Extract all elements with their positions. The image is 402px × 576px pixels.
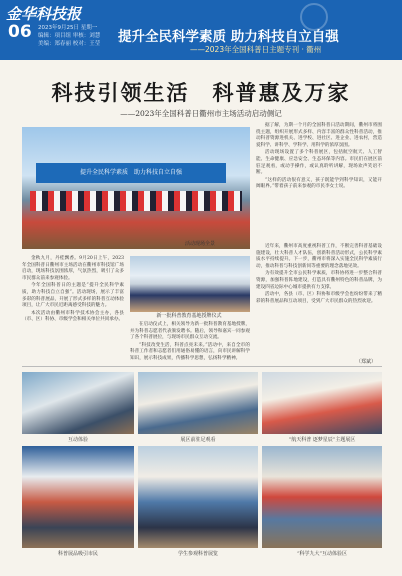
- paragraph: 据了解，为期一个月的全国科普日活动期间，衢州市将围绕主题，组织开展形式多样、内容丰富的群众性科普活动，推动科普资源进机关、进学校、进社区、进企业、进农村，营造爱科学、讲科学、学科学、用科学的浓厚氛围。: [256, 123, 382, 148]
- paragraph: 在启动仪式上，相关领导为新一批科普教育基地授牌，并为科普志愿者代表颁发聘书。随后，领导和嘉宾一同参观了各个科普展位，与现场市民群众互动交流。: [130, 322, 250, 341]
- photo-space-exhibit: [262, 372, 382, 434]
- paragraph: 活动中，各县（市、区）科协和市级学会也纷纷带来了精彩的科普展品和互动项目，受到广大市民群众的热烈欢迎。: [256, 292, 382, 304]
- text-column-1: [22, 256, 124, 356]
- caption-ceremony: 新一批科普教育基地授牌仪式: [156, 313, 222, 319]
- paragraph: 近年来，衢州市高度重视科普工作，不断完善科普基础设施建设，壮大科普人才队伍，创新科普活动形式，公民科学素质水平持续提升。下一步，衢州市将深入实施全民科学素质行动，推动科普与科技创新同等重要的理念落地见效。: [256, 244, 382, 269]
- meta-line: 2023年9月25日 星期一: [38, 25, 98, 31]
- page-number: 06: [8, 22, 32, 42]
- header-theme: ——2023年全国科普日主题专刊 · 衢州: [190, 45, 322, 54]
- text-column-3: [256, 123, 382, 239]
- ceremony-photo: [130, 256, 250, 312]
- article-subhead: ——2023年全国科普日衢州市主场活动启动侧记: [120, 109, 282, 118]
- photo-interactive: [22, 372, 134, 434]
- photo-exhibits: [22, 446, 134, 548]
- divider: [22, 366, 382, 367]
- caption-photo-3: “航天科普 逐梦星辰”主题展区: [288, 437, 356, 443]
- caption-photo-5: 学生参观科普展览: [177, 551, 218, 557]
- stage-banner: 提升全民科学素质 助力科技自立自强: [36, 163, 226, 183]
- article-headline: 科技引领生活 科普惠及万家: [51, 81, 351, 105]
- paragraph: 今年全国科普日的主题是“提升全民科学素质，助力科技自立自强”。活动现场，展示了丰富多彩的科普展品，开展了形式多样的科普互动体验项目，让广大市民近距离感受科技的魅力。: [22, 283, 124, 309]
- main-photo: [22, 127, 250, 249]
- photo-students: [138, 446, 258, 548]
- header-slogan: 提升全民科学素质 助力科技自立自强: [118, 29, 339, 45]
- crowd-shape: [30, 191, 242, 211]
- photo-experience-zone: [262, 446, 382, 548]
- paragraph: “这样的活动很有意义，孩子既能学到科学知识，又能开阔眼界。”带着孩子前来参观的市民李女士说。: [256, 177, 382, 190]
- text-column-2: [130, 322, 250, 361]
- caption-photo-2: 展区前驻足观看: [180, 437, 216, 443]
- article-credit: （郑斌）: [356, 359, 377, 365]
- caption-photo-1: 互动体验: [67, 437, 88, 443]
- page-header: [0, 0, 402, 60]
- paragraph: 金秋九月，丹桂飘香。9月20日上午，2023年全国科普日衢州市主场活动在衢州市科技馆广场启动，现场科技氛围浓厚，气氛热烈，吸引了众多市民群众前来参观体验。: [22, 256, 124, 281]
- caption-photo-6: “科学九大”互动体验区: [296, 551, 348, 557]
- paragraph: “科技改变生活，科普点亮未来。”活动中，来自全市的科普工作者和志愿者们用通俗易懂的语言，向市民讲解科学知识，展示科技成果，传播科学思想，弘扬科学精神。: [130, 342, 250, 361]
- meta-line: 美编：郑春丽 校对：王莹: [38, 41, 101, 47]
- caption-photo-4: 科普展品吸引市民: [57, 551, 98, 557]
- paragraph: 为有效提升全市公民科学素质，市科协将进一步整合科普资源，加强科普阵地建设，打造具有衢州特色的科普品牌，为建设四省边际中心城市提供有力支撑。: [256, 271, 382, 290]
- issue-meta: [38, 24, 106, 48]
- caption-main: 活动现场全景: [184, 241, 215, 247]
- paragraph: 活动现场设置了多个科普展区，包括航空航天、人工智能、生命健康、应急安全、生态环保等内容。市民们在展区前驻足观看，或动手操作，或认真聆听讲解，现场欢声笑语不断。: [256, 150, 382, 176]
- meta-line: 编辑：项目组 审核：刘慧: [38, 33, 101, 39]
- paragraph: 本次活动由衢州市科学技术协会主办，各县（市、区）科协、市级学会和相关单位共同承办。: [22, 310, 124, 323]
- text-column-4: [256, 244, 382, 356]
- masthead: 金华科技报: [6, 5, 82, 23]
- photo-viewing: [138, 372, 258, 434]
